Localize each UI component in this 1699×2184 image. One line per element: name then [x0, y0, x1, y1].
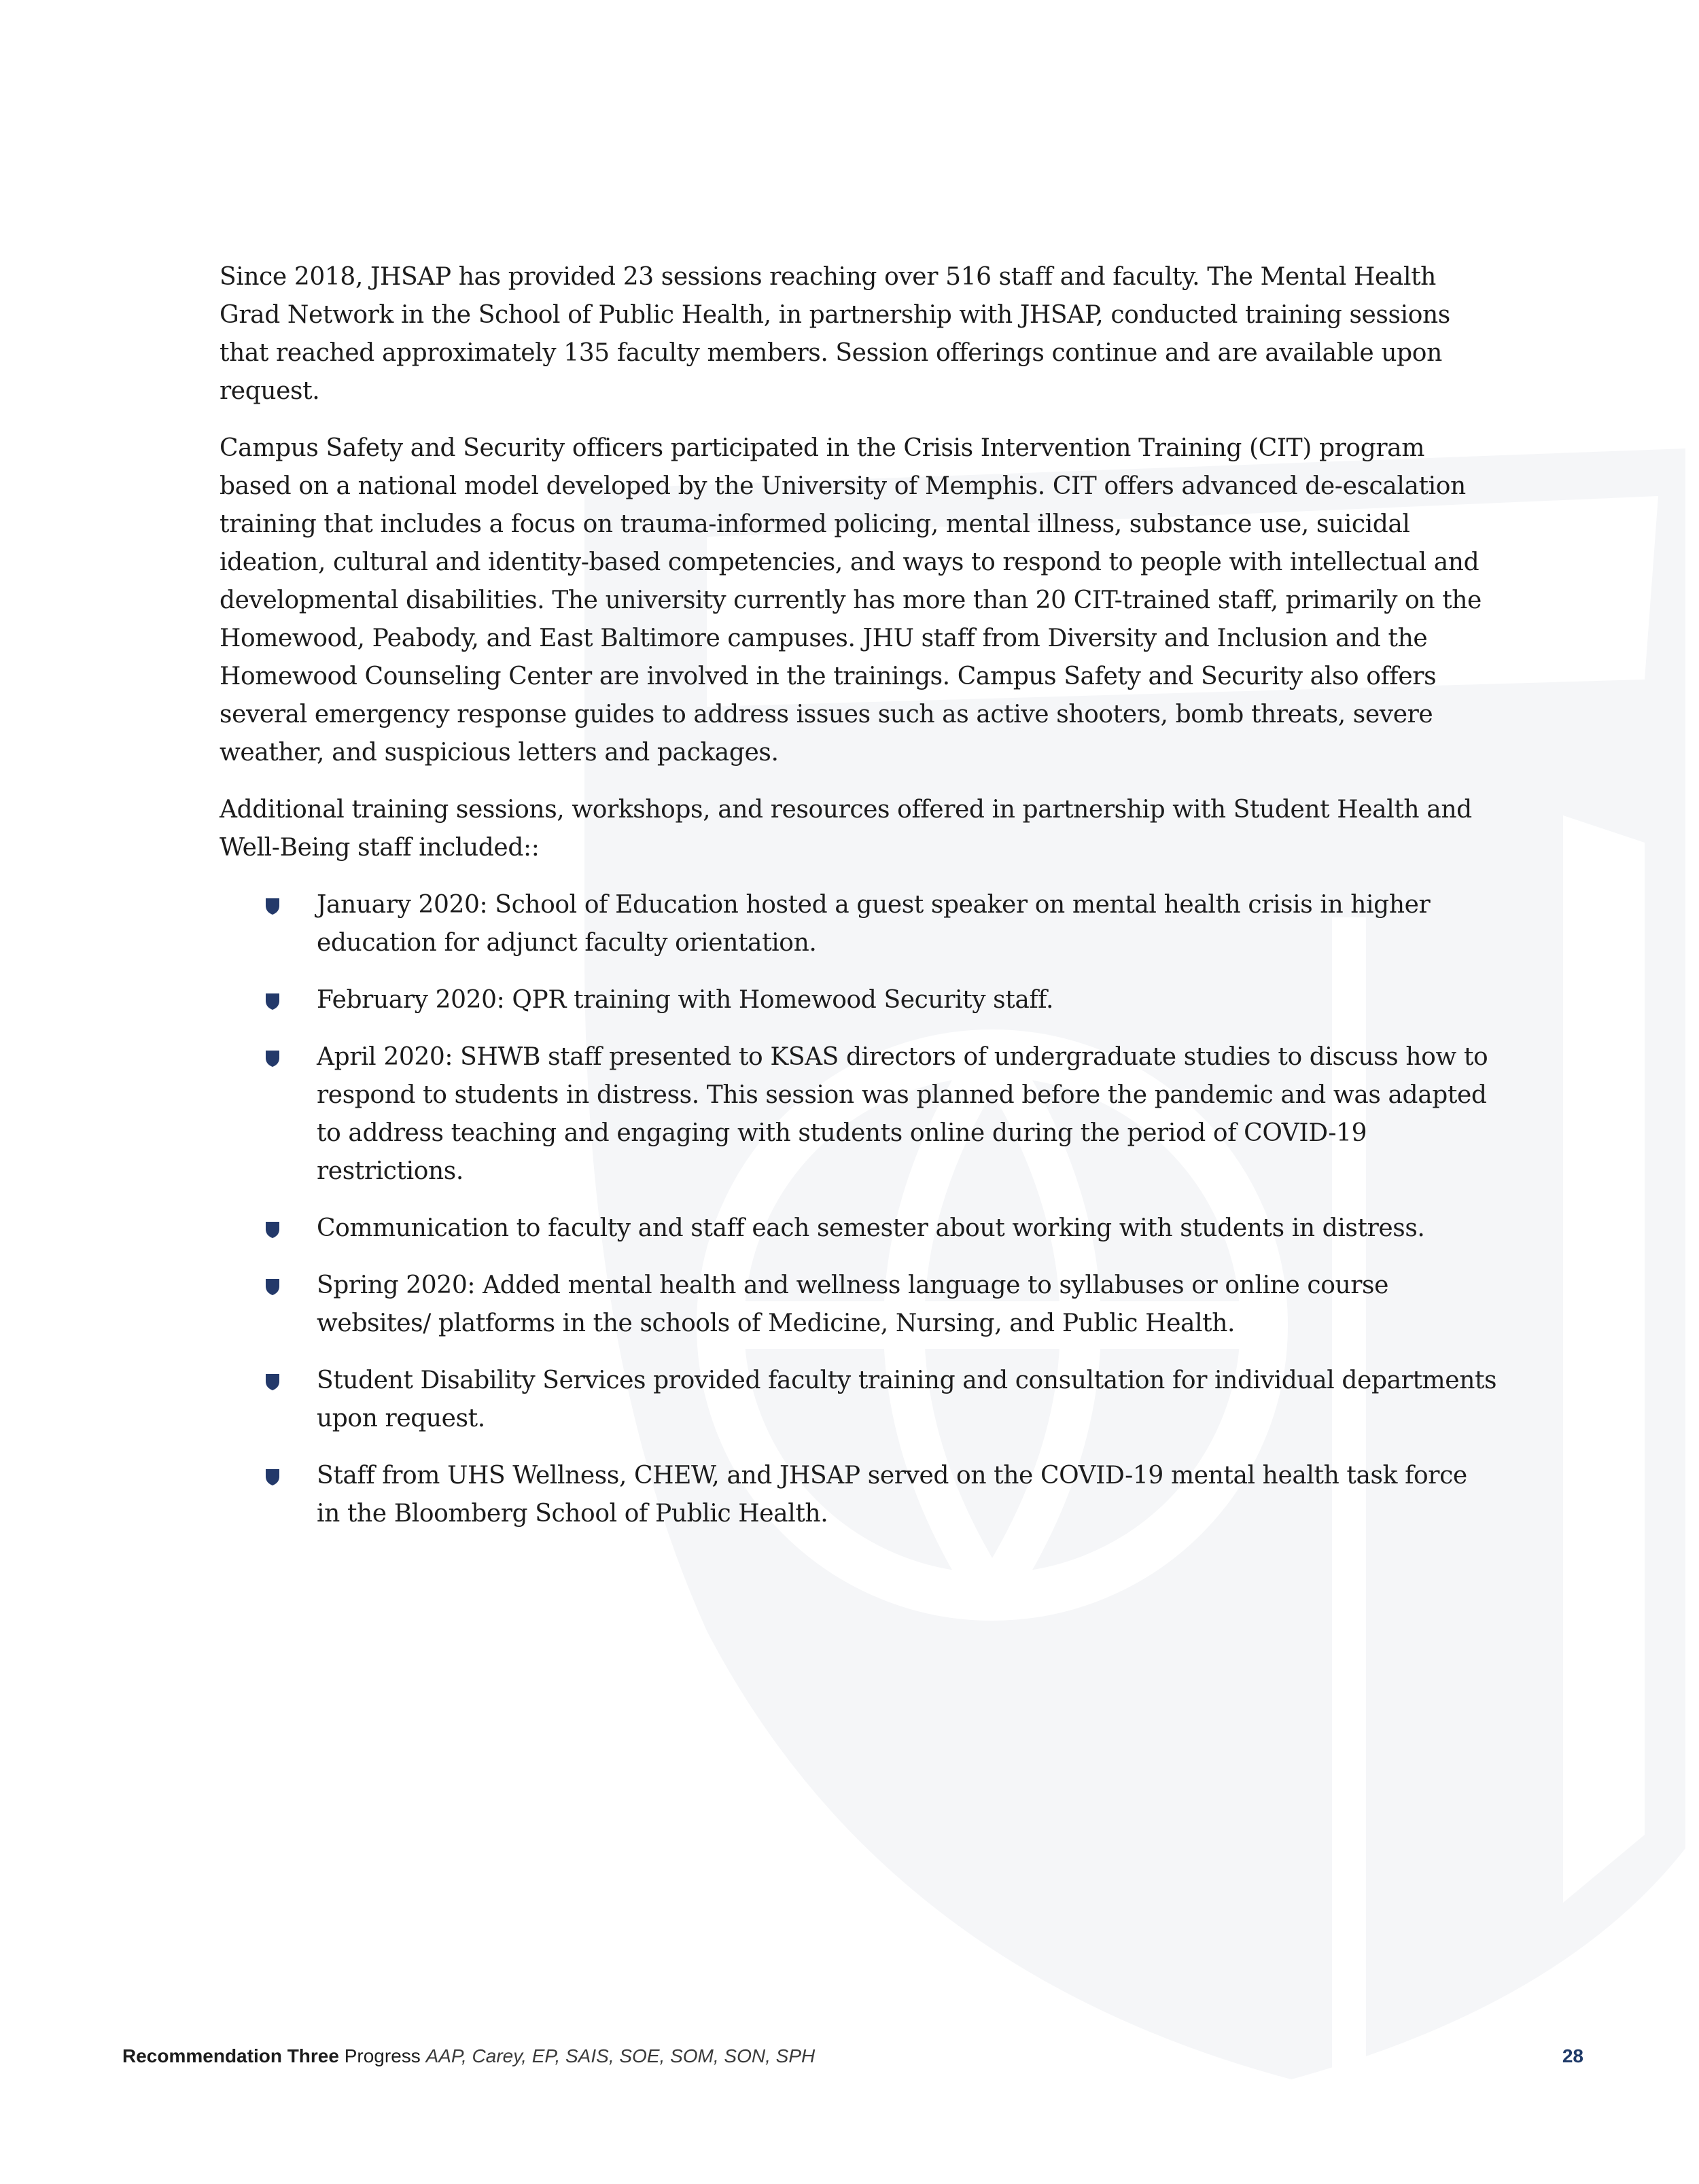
- list-item: [220, 1362, 1497, 1438]
- shield-bullet-icon: [265, 1278, 280, 1296]
- footer-section-label: [122, 2045, 815, 2067]
- footer-schools: AAP, Carey, EP, SAIS, SOE, SOM, SON, SPH: [425, 2045, 816, 2066]
- shield-bullet-icon: [265, 1050, 280, 1068]
- training-bullet-list: [220, 886, 1497, 1533]
- list-item: [220, 886, 1497, 962]
- list-item: [220, 1038, 1497, 1191]
- page-number: 28: [1562, 2045, 1583, 2066]
- shield-bullet-icon: [265, 1468, 280, 1486]
- paragraph-additional-training: Additional training sessions, workshops, and resources offered in partnership with Student Health and Well-Being staff included::: [220, 796, 1472, 862]
- shield-bullet-icon: [265, 1221, 280, 1239]
- list-item-text: Communication to faculty and staff each semester about working with students in distress.: [317, 1214, 1425, 1242]
- list-item-text: April 2020: SHWB staff presented to KSAS directors of undergraduate studies to discuss how to respond to students in distress. This session was planned before the pandemic and was adapted to address teaching and engaging with students online during the period of COVID-19 restrictions.: [317, 1043, 1488, 1185]
- list-item-text: Student Disability Services provided faculty training and consultation for individual departments upon request.: [317, 1367, 1497, 1432]
- paragraph-cit-training: Campus Safety and Security officers participated in the Crisis Intervention Training (CIT) program based on a national model developed by the University of Memphis. CIT offers advanced de-escalation training that includes a focus on trauma-informed policing, mental illness, substance use, suicidal ideation, cultural and identity-based competencies, and ways to respond to people with intellectual and developmental disabilities. The university currently has more than 20 CIT-trained staff, primarily on the Homewood, Peabody, and East Baltimore campuses. JHU staff from Diversity and Inclusion and the Homewood Counseling Center are involved in the trainings. Campus Safety and Security also offers several emergency response guides to address issues such as active shooters, bomb threats, severe weather, and suspicious letters and packages.: [220, 434, 1482, 767]
- list-item: [220, 1267, 1497, 1343]
- list-item-text: January 2020: School of Education hosted a guest speaker on mental health crisis in higher education for adjunct faculty orientation.: [317, 891, 1431, 957]
- list-item-text: February 2020: QPR training with Homewood Security staff.: [317, 986, 1053, 1014]
- shield-bullet-icon: [265, 898, 280, 915]
- list-item-text: Staff from UHS Wellness, CHEW, and JHSAP served on the COVID-19 mental health task force in the Bloomberg School of Public Health.: [317, 1462, 1467, 1528]
- shield-bullet-icon: [265, 993, 280, 1010]
- page-footer: [122, 2045, 1583, 2073]
- list-item: [220, 1210, 1497, 1248]
- footer-section-bold: Recommendation Three: [122, 2045, 339, 2066]
- list-item: [220, 981, 1497, 1019]
- list-item-text: Spring 2020: Added mental health and wellness language to syllabuses or online course websites/ platforms in the schools of Medicine, Nursing, and Public Health.: [317, 1271, 1389, 1337]
- list-item: [220, 1457, 1497, 1533]
- paragraph-jhsap-sessions: Since 2018, JHSAP has provided 23 sessions reaching over 516 staff and faculty. The Mental Health Grad Network in the School of Public Health, in partnership with JHSAP, conducted training sessions that reached approximately 135 faculty members. Session offerings continue and are available upon request.: [220, 263, 1450, 405]
- shield-bullet-icon: [265, 1373, 280, 1391]
- footer-section-regular: Progress: [344, 2045, 421, 2066]
- page-content: [220, 258, 1497, 1552]
